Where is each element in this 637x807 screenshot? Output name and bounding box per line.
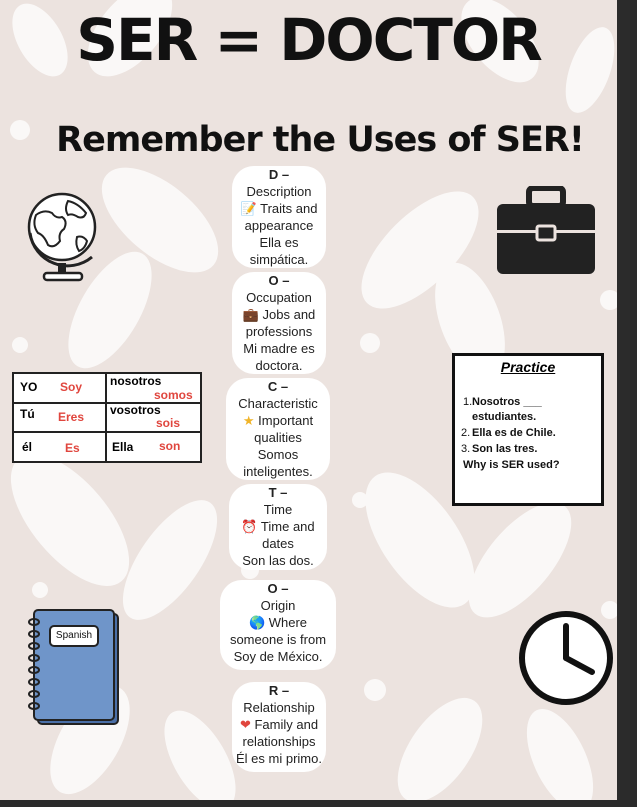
pronoun-cell: Tú [20,407,35,421]
practice-question: Son las tres. [472,443,538,455]
card-name: Occupation [246,290,312,305]
briefcase-illustration-icon [495,186,597,276]
card-detail: Family and [254,717,319,732]
verb-form-cell: Eres [58,410,85,424]
verb-form-cell: Soy [60,380,83,394]
verb-form-cell: sois [156,416,181,430]
card-detail: Where [268,615,308,630]
card-detail: appearance [244,218,314,233]
card-example: Somos [257,447,299,462]
globe-icon: 🌎 [248,615,266,630]
card-example: simpática. [249,252,309,267]
card-name: Relationship [243,700,315,715]
verb-form-cell: somos [154,388,193,402]
practice-box [452,353,604,506]
spanish-notebook-illustration-icon [28,608,120,726]
practice-question: estudiantes. [472,411,537,423]
practice-question: Ella es de Chile. [472,427,556,439]
card-characteristic [226,378,330,480]
card-letter: T – [268,485,288,500]
card-occupation [232,272,326,374]
card-detail: relationships [242,734,316,749]
practice-question: Nosotros ___ [472,396,542,408]
practice-number: 3. [461,443,471,455]
card-detail: someone is from [229,632,327,647]
card-detail: qualities [254,430,302,445]
card-letter: R – [268,683,290,698]
pronoun-cell: nosotros [110,374,162,388]
card-origin [220,580,336,670]
star-icon: ★ [242,413,255,428]
card-detail: professions [245,324,313,339]
memo-icon: 📝 [240,201,257,216]
right-frame-border [617,0,637,807]
practice-number: 2. [461,427,471,439]
card-letter: D – [268,167,290,182]
card-name: Description [246,184,312,199]
verb-form-cell: son [159,439,181,453]
conjugation-table [12,372,202,463]
pronoun-cell: él [22,440,33,454]
card-detail: Jobs and [262,307,316,322]
pronoun-cell: Ella [112,440,134,454]
practice-title: Practice [500,359,556,375]
card-example: Mi madre es [243,341,315,356]
globe-illustration-icon [22,185,104,287]
card-example: Soy de México. [233,649,323,664]
card-detail: Important [258,413,314,428]
pronoun-cell: vosotros [110,403,161,417]
card-detail: dates [262,536,294,551]
practice-question: Why is SER used? [463,459,560,471]
card-name: Origin [260,598,296,613]
notebook-label: Spanish [55,630,93,641]
pronoun-cell: YO [20,380,38,394]
card-relationship [232,682,326,772]
alarm-clock-icon: ⏰ [241,519,258,534]
verb-form-cell: Es [65,441,80,455]
card-example: doctora. [255,358,303,373]
card-letter: C – [267,379,289,394]
bottom-frame-border [0,800,637,807]
card-name: Time [263,502,293,517]
card-detail: Traits and [260,201,318,216]
card-example: Ella es [259,235,299,250]
card-letter: O – [267,581,289,596]
briefcase-icon: 💼 [242,307,259,322]
page-subtitle: Remember the Uses of SER! [56,120,584,160]
clock-illustration-icon [516,608,616,708]
card-name: Characteristic [238,396,318,411]
card-description [232,166,326,268]
card-example: inteligentes. [243,464,313,479]
card-example: Él es mi primo. [236,751,322,766]
page-title: SER = DOCTOR [76,6,541,74]
card-time [229,484,327,570]
card-example: Son las dos. [242,553,314,568]
card-letter: O – [268,273,290,288]
practice-number: 1. [463,396,473,408]
heart-icon: ❤ [239,717,251,732]
card-detail: Time and [260,519,315,534]
